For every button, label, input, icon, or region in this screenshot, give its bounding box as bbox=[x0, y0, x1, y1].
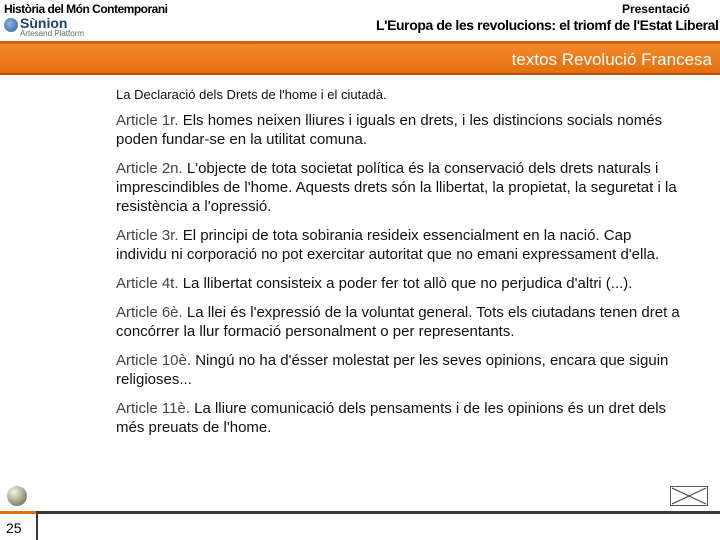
close-button[interactable] bbox=[670, 486, 708, 506]
footer-accent bbox=[0, 511, 36, 514]
article-paragraph bbox=[116, 111, 681, 149]
article-text: La lliure comunicació dels pensaments i de les opinions és un dret dels més preuats de l'home. bbox=[116, 400, 667, 436]
chapter-title: L'Europa de les revolucions: el triomf de l'Estat Liberal bbox=[376, 17, 719, 33]
article-paragraph bbox=[116, 226, 681, 264]
presentation-label: Presentació bbox=[621, 2, 690, 16]
footer-vertical-divider bbox=[36, 511, 38, 540]
slide-title: textos Revolució Francesa bbox=[511, 50, 712, 69]
article-paragraph bbox=[116, 351, 681, 389]
article-number: Article 10è. bbox=[116, 352, 192, 369]
course-title: Història del Món Contemporani bbox=[4, 2, 168, 16]
article-paragraph bbox=[116, 274, 681, 293]
article-text: La llei és l'expressió de la voluntat general. Tots els ciutadans tenen dret a concórrer la llur formació personalment o per representants. bbox=[116, 304, 680, 340]
footer-divider bbox=[0, 511, 720, 514]
article-text: L'objecte de tota societat política és la conservació dels drets naturals i imprescindibles de l'home. Aquests drets són la llibertat, la propietat, la seguretat i la resistència a l'opressió. bbox=[116, 160, 677, 215]
cross-icon bbox=[671, 487, 707, 505]
logo-word: Sùnion bbox=[20, 15, 68, 31]
article-paragraph bbox=[116, 399, 681, 437]
article-number: Article 4t. bbox=[116, 275, 179, 292]
document-heading: La Declaració dels Drets de l'home i el ciutadà. bbox=[116, 87, 387, 102]
logo-subtitle: Artesand Platform bbox=[20, 29, 85, 38]
article-paragraph bbox=[116, 303, 681, 341]
article-paragraph bbox=[116, 159, 681, 216]
title-band bbox=[0, 41, 720, 75]
sunion-logo bbox=[4, 16, 94, 38]
article-number: Article 6è. bbox=[116, 304, 183, 321]
article-number: Article 3r. bbox=[116, 227, 179, 244]
sphere-icon[interactable] bbox=[7, 486, 27, 506]
article-text: El principi de tota sobirania resideix essencialment en la nació. Cap individu ni corporació no pot exercitar autoritat que no emani expressament d'ella. bbox=[116, 227, 660, 263]
article-text: Els homes neixen lliures i iguals en drets, i les distincions socials només poden fundar-se en la utilitat comuna. bbox=[116, 112, 663, 148]
article-number: Article 1r. bbox=[116, 112, 179, 129]
page-number: 25 bbox=[6, 520, 22, 536]
slide-content bbox=[116, 87, 681, 447]
article-number: Article 2n. bbox=[116, 160, 183, 177]
article-text: La llibertat consisteix a poder fer tot allò que no perjudica d'altri (...). bbox=[182, 275, 633, 292]
article-text: Ningú no ha d'ésser molestat per les seves opinions, encara que siguin religioses... bbox=[116, 352, 669, 388]
article-number: Article 11è. bbox=[116, 400, 190, 417]
logo-mark-icon bbox=[4, 18, 18, 32]
